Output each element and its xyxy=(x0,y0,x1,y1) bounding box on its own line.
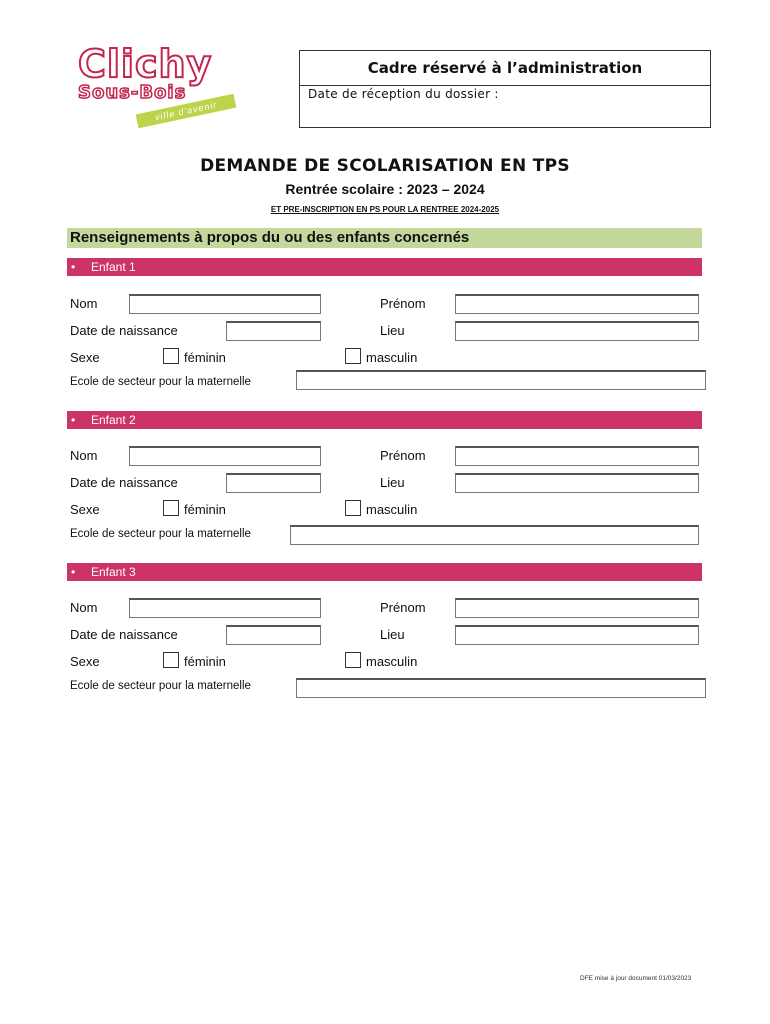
page-note: ET PRE-INSCRIPTION EN PS POUR LA RENTREE 2024-2025 xyxy=(270,205,500,214)
child-2-feminin-checkbox[interactable] xyxy=(163,500,179,516)
sexe-label: Sexe xyxy=(70,502,100,517)
page-subtitle: Rentrée scolaire : 2023 – 2024 xyxy=(285,181,485,197)
prenom-label: Prénom xyxy=(380,600,426,615)
footer-note: DFE mise à jour document 01/03/2023 xyxy=(580,975,692,982)
ecole-label: Ecole de secteur pour la maternelle xyxy=(70,376,251,388)
admin-box xyxy=(299,50,711,128)
masculin-label: masculin xyxy=(366,350,418,365)
date-naissance-label: Date de naissance xyxy=(70,627,178,642)
section-header: Renseignements à propos du ou des enfants concernés xyxy=(67,228,702,248)
child-3-nom-input[interactable] xyxy=(129,598,321,618)
sexe-label: Sexe xyxy=(70,654,100,669)
nom-label: Nom xyxy=(70,448,98,463)
lieu-label: Lieu xyxy=(380,323,405,338)
bullet: • xyxy=(71,565,76,579)
child-3-ecole-input[interactable] xyxy=(296,678,706,698)
admin-title: Cadre réservé à l’administration xyxy=(300,51,710,86)
masculin-label: masculin xyxy=(366,654,418,669)
ecole-label: Ecole de secteur pour la maternelle xyxy=(70,528,251,540)
child-1-title: Enfant 1 xyxy=(91,260,136,274)
child-2-nom-input[interactable] xyxy=(129,446,321,466)
masculin-label: masculin xyxy=(366,502,418,517)
logo-line-2: Sous-Bois xyxy=(78,82,187,103)
ecole-label: Ecole de secteur pour la maternelle xyxy=(70,680,251,692)
child-1-bar xyxy=(67,258,702,276)
sexe-label: Sexe xyxy=(70,350,100,365)
prenom-label: Prénom xyxy=(380,296,426,311)
clichy-logo xyxy=(70,42,240,126)
bullet: • xyxy=(71,260,76,274)
child-3-lieu-input[interactable] xyxy=(455,625,699,645)
page-title: DEMANDE DE SCOLARISATION EN TPS xyxy=(200,156,570,176)
date-naissance-label: Date de naissance xyxy=(70,323,178,338)
lieu-label: Lieu xyxy=(380,627,405,642)
child-2-prenom-input[interactable] xyxy=(455,446,699,466)
child-1-ecole-input[interactable] xyxy=(296,370,706,390)
child-1-feminin-checkbox[interactable] xyxy=(163,348,179,364)
feminin-label: féminin xyxy=(184,502,226,517)
lieu-label: Lieu xyxy=(380,475,405,490)
child-2-lieu-input[interactable] xyxy=(455,473,699,493)
child-1-nom-input[interactable] xyxy=(129,294,321,314)
child-2-ecole-input[interactable] xyxy=(290,525,699,545)
date-naissance-label: Date de naissance xyxy=(70,475,178,490)
prenom-label: Prénom xyxy=(380,448,426,463)
child-3-bar xyxy=(67,563,702,581)
feminin-label: féminin xyxy=(184,654,226,669)
child-2-masculin-checkbox[interactable] xyxy=(345,500,361,516)
child-3-feminin-checkbox[interactable] xyxy=(163,652,179,668)
feminin-label: féminin xyxy=(184,350,226,365)
child-2-title: Enfant 2 xyxy=(91,413,136,427)
nom-label: Nom xyxy=(70,600,98,615)
logo-tagline: ville d'avenir xyxy=(136,94,237,128)
nom-label: Nom xyxy=(70,296,98,311)
child-1-masculin-checkbox[interactable] xyxy=(345,348,361,364)
child-2-date-input[interactable] xyxy=(226,473,321,493)
logo-line-1: Clichy xyxy=(78,42,213,86)
bullet: • xyxy=(71,413,76,427)
child-3-masculin-checkbox[interactable] xyxy=(345,652,361,668)
child-1-date-input[interactable] xyxy=(226,321,321,341)
admin-date-label: Date de réception du dossier : xyxy=(308,87,499,101)
child-1-prenom-input[interactable] xyxy=(455,294,699,314)
child-2-bar xyxy=(67,411,702,429)
child-1-lieu-input[interactable] xyxy=(455,321,699,341)
child-3-prenom-input[interactable] xyxy=(455,598,699,618)
child-3-date-input[interactable] xyxy=(226,625,321,645)
child-3-title: Enfant 3 xyxy=(91,565,136,579)
